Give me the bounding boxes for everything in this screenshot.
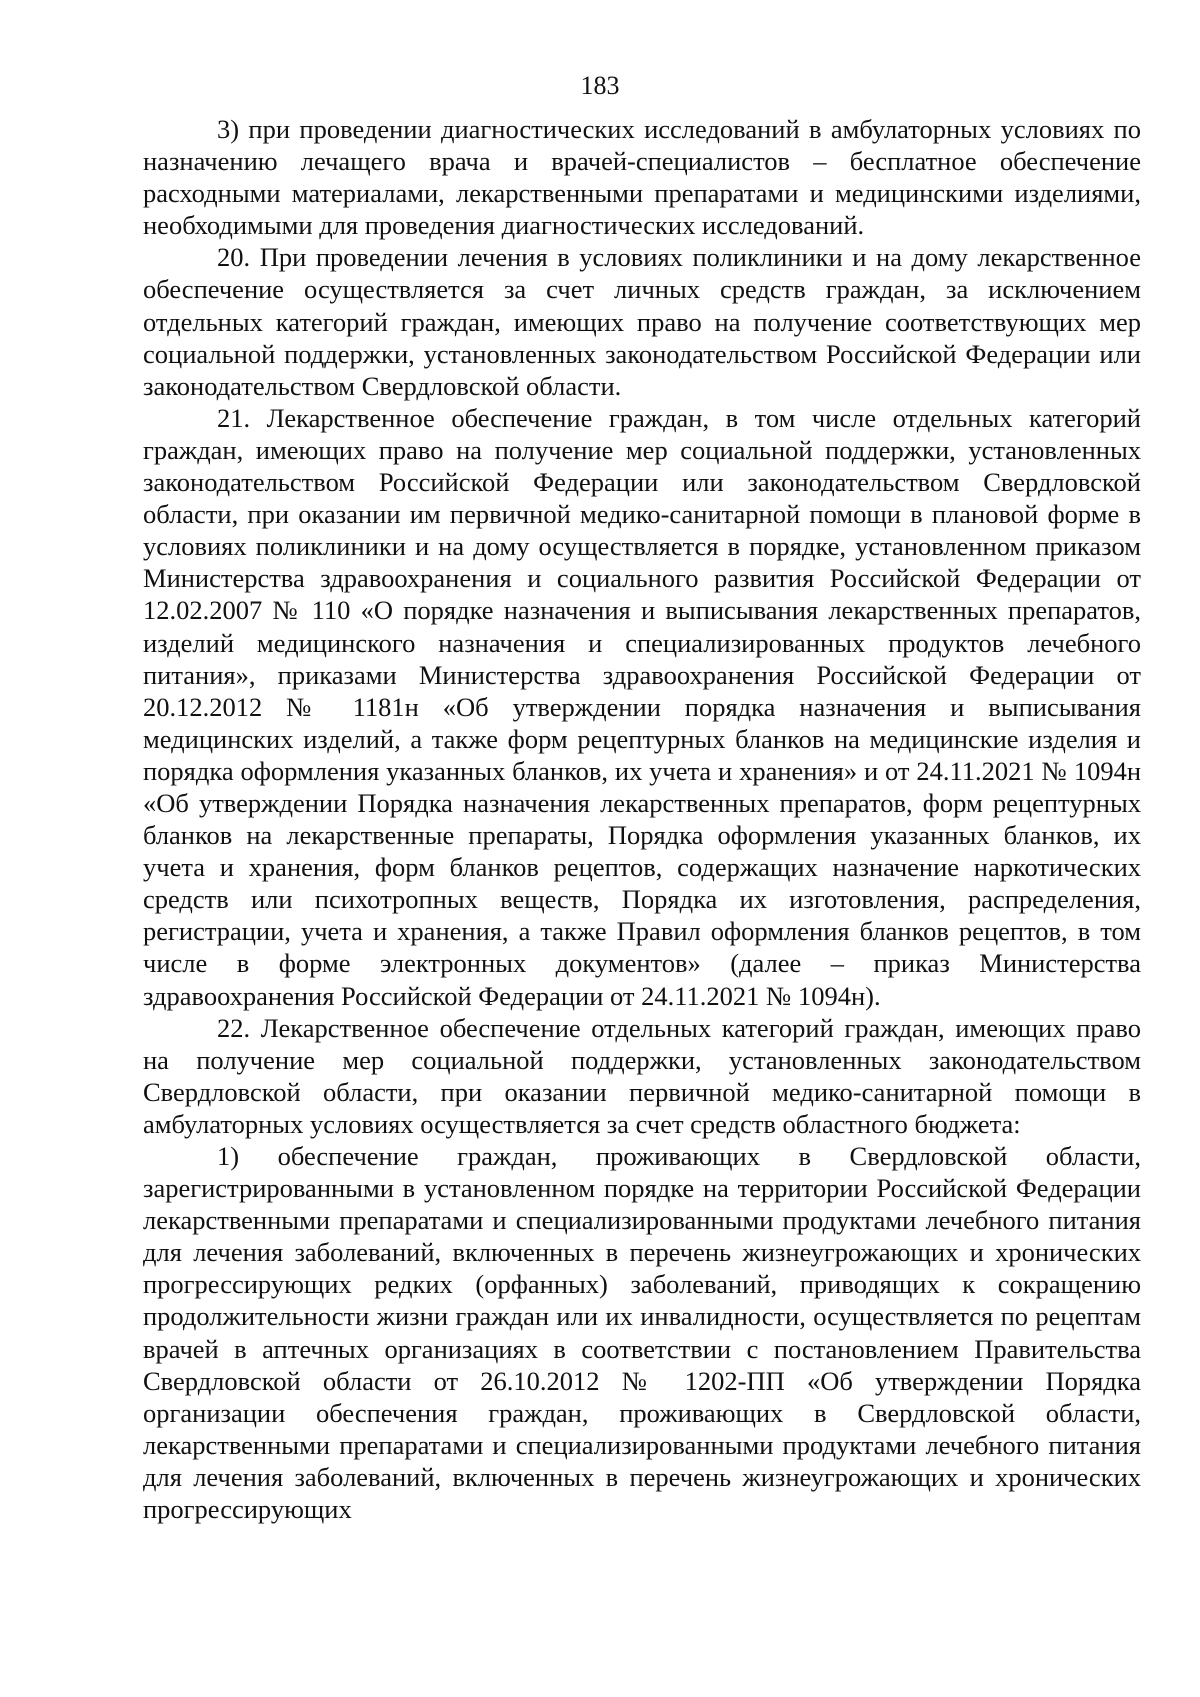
page-number: 183 [580,71,620,100]
document-body [143,113,1141,1525]
paragraph-item-3: 3) при проведении диагностических исследований в амбулаторных условиях по назначению лечащего врача и врачей-специалистов – бесплатное обеспечение расходными материалами, лекарственными препаратами и медицинскими изделиями, необходимыми для проведения диагностических исследований. [143,114,1141,241]
paragraph-22-item-1: 1) обеспечение граждан, проживающих в Свердловской области, зарегистрированными в установленном порядке на территории Российской Федерации лекарственными препаратами и специализированными продуктами лечебного питания для лечения заболеваний, включенных в перечень жизнеугрожающих и хронических прогрессирующих редких (орфанных) заболеваний, приводящих к сокращению продолжительности жизни граждан или их инвалидности, осуществляется по рецептам врачей в аптечных организациях в соответствии с постановлением Правительства Свердловской области от 26.10.2012 № 1202-ПП «Об утверждении Порядка организации обеспечения граждан, проживающих в Свердловской области, лекарственными препаратами и специализированными продуктами лечебного питания для лечения заболеваний, включенных в перечень жизнеугрожающих и хронических прогрессирующих [143,1141,1141,1525]
paragraph-20: 20. При проведении лечения в условиях поликлиники и на дому лекарственное обеспечение осуществляется за счет личных средств граждан, за исключением отдельных категорий граждан, имеющих право на получение соответствующих мер социальной поддержки, установленных законодательством Российской Федерации или законодательством Свердловской области. [143,242,1141,401]
paragraph-21: 21. Лекарственное обеспечение граждан, в том числе отдельных категорий граждан, имеющих право на получение мер социальной поддержки, установленных законодательством Российской Федерации или законодательством Свердловской области, при оказании им первичной медико-санитарной помощи в плановой форме в условиях поликлиники и на дому осуществляется в порядке, установленном приказом Министерства здравоохранения и социального развития Российской Федерации от 12.02.2007 № 110 «О порядке назначения и выписывания лекарственных препаратов, изделий медицинского назначения и специализированных продуктов лечебного питания», приказами Министерства здравоохранения Российской Федерации от 20.12.2012 № 1181н «Об утверждении порядка назначения и выписывания медицинских изделий, а также форм рецептурных бланков на медицинские изделия и порядка оформления указанных бланков, их учета и хранения» и от 24.11.2021 № 1094н «Об утверждении Порядка назначения лекарственных препаратов, форм рецептурных бланков на лекарственные препараты, Порядка оформления указанных бланков, их учета и хранения, форм бланков рецептов, содержащих назначение наркотических средств или психотропных веществ, Порядка их изготовления, распределения, регистрации, учета и хранения, а также Правил оформления бланков рецептов, в том числе в форме электронных документов» (далее – приказ Министерства здравоохранения Российской Федерации от 24.11.2021 № 1094н). [143,402,1141,1011]
paragraph-22: 22. Лекарственное обеспечение отдельных категорий граждан, имеющих право на получение мер социальной поддержки, установленных законодательством Свердловской области, при оказании первичной медико-санитарной помощи в амбулаторных условиях осуществляется за счет средств областного бюджета: [143,1012,1141,1139]
